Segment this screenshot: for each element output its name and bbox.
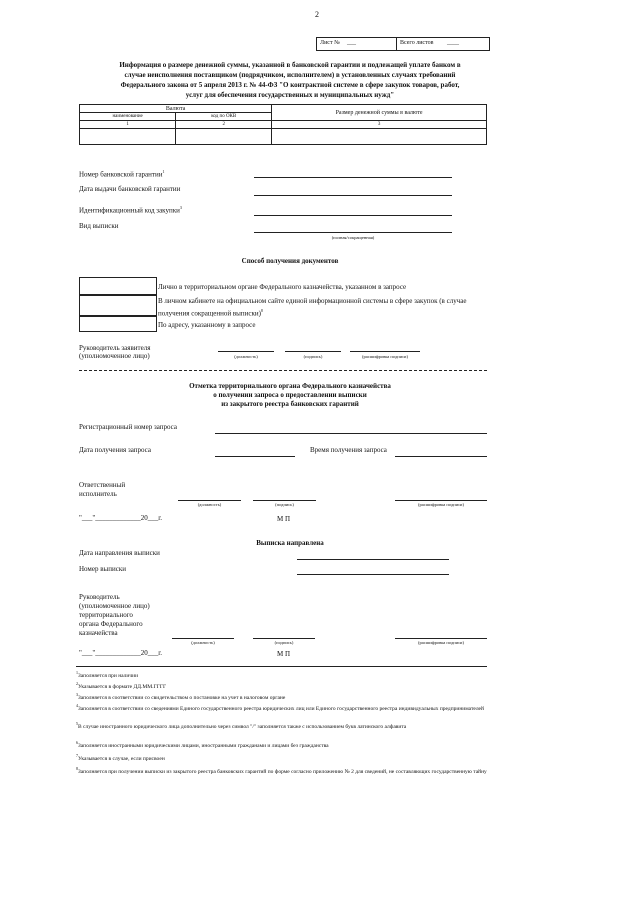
- footnote-separator: [76, 666, 487, 667]
- option-address-label: По адресу, указанному в запросе: [158, 321, 256, 329]
- purchase-code-field[interactable]: [254, 215, 452, 216]
- title-line-4: услуг для обеспечения государственных и муниципальных нужд": [185, 91, 395, 99]
- footnote-7: $^7$Указывается в случае, если присвоен: [76, 753, 165, 762]
- receipt-date-label: Дата получения запроса: [79, 446, 151, 454]
- footnote-2: $^2$Указывается в формате ДД.ММ.ГГГГ: [76, 681, 167, 690]
- sent-signature-caption: (подпись): [274, 640, 294, 645]
- guarantee-number-label: Номер банковской гарантии$^1$: [79, 169, 165, 179]
- sent-stamp-mark: М П: [277, 650, 291, 658]
- applicant-position-caption: (должность): [234, 354, 258, 359]
- currency-group-header: Валюта: [80, 105, 272, 113]
- responsible-decoding-field[interactable]: [395, 500, 487, 501]
- col-num-3: 3: [272, 121, 487, 129]
- issue-date-label: Дата выдачи банковской гарантии: [79, 185, 181, 193]
- currency-name-cell[interactable]: [80, 129, 176, 145]
- applicant-head-label: Руководитель заявителя (уполномоченное лицо): [79, 344, 151, 360]
- footnote-1: $^1$Заполняется при наличии: [76, 670, 139, 679]
- guarantee-number-field[interactable]: [254, 177, 452, 178]
- title-line-2: случае неисполнения поставщиком (подрядчиком, исполнителем) в установленных случаях требований: [124, 71, 456, 79]
- receipt-time-label: Время получения запроса: [310, 446, 387, 454]
- currency-code-cell[interactable]: [176, 129, 272, 145]
- responsible-position-caption: (должность): [197, 502, 222, 507]
- title-line-3: Федерального закона от 5 апреля 2013 г. № 44-ФЗ "О контрактной системе в сфере закупок товаров, работ,: [120, 81, 460, 89]
- applicant-signature-field[interactable]: [285, 351, 341, 352]
- treasury-stamp-mark: М П: [277, 515, 291, 523]
- treasury-date-field[interactable]: "___"_____________20___г.: [79, 514, 163, 522]
- applicant-signature-caption: (подпись): [303, 354, 323, 359]
- sent-heading: Выписка направлена: [256, 539, 324, 547]
- currency-table: [79, 104, 487, 145]
- send-date-field[interactable]: [297, 559, 449, 560]
- receipt-time-field[interactable]: [395, 456, 487, 457]
- footnote-3: $^3$Заполняется в соответствии со свидетельством о постановке на учет в налоговом органе: [76, 692, 286, 701]
- responsible-signature-caption: (подпись): [275, 502, 294, 507]
- col-num-2: 2: [176, 121, 272, 129]
- sent-position-caption: (должность): [191, 640, 215, 645]
- footnote-6: $^6$Заполняется иностранными юридическими лицами, иностранными гражданами и лицами без гражданства: [76, 740, 329, 749]
- currency-code-header: код по ОКВ: [176, 113, 272, 121]
- title-line-1: Информация о размере денежной суммы, указанной в банковской гарантии и подлежащей уплате банком в: [119, 61, 461, 69]
- extract-type-field[interactable]: [254, 232, 452, 233]
- footnote-8: $^8$Заполняется при получении выписки из закрытого реестра банковских гарантий по форме согласно приложению № 2 для сведений, не составляющих государственную тайну: [76, 766, 487, 775]
- responsible-label: Ответственный исполнитель: [79, 481, 126, 498]
- sent-head-label: Руководитель (уполномоченное лицо) территориального органа Федерального казначейства: [79, 593, 150, 637]
- document-title: [80, 60, 500, 100]
- cut-line: [79, 370, 487, 371]
- sheet-box: [316, 37, 490, 51]
- treasury-mark-heading: Отметка территориального органа Федерального казначейства о получении запроса о предоставлении выписки из закрытого реестра банковских гарантий: [189, 382, 391, 408]
- responsible-signature-field[interactable]: [253, 500, 316, 501]
- sent-decoding-field[interactable]: [395, 638, 487, 639]
- page-number: 2: [315, 10, 319, 19]
- sent-position-field[interactable]: [172, 638, 234, 639]
- total-sheets-label: Всего листов: [400, 40, 434, 46]
- sent-signature-field[interactable]: [253, 638, 315, 639]
- applicant-decoding-caption: (расшифровка подписи): [362, 354, 408, 359]
- receipt-date-field[interactable]: [215, 456, 295, 457]
- footnote-4: $^4$Заполняется в соответствии со сведениями Единого государственного реестра юридических лиц или Единого государственного реестра индивидуальных предпринимателей: [76, 703, 484, 712]
- option-address-checkbox[interactable]: [79, 315, 157, 332]
- sheet-label: Лист №: [320, 40, 340, 46]
- applicant-position-field[interactable]: [218, 351, 274, 352]
- responsible-decoding-caption: (расшифровка подписи): [418, 502, 464, 507]
- sent-decoding-caption: (расшифровка подписи): [418, 640, 464, 645]
- reg-number-label: Регистрационный номер запроса: [79, 423, 177, 431]
- extract-type-label: Вид выписки: [79, 222, 119, 230]
- purchase-code-label: Идентификационный код закупки$^3$: [79, 205, 182, 215]
- amount-cell[interactable]: [272, 129, 487, 145]
- option-personal-label: Лично в территориальном органе Федерального казначейства, указанном в запросе: [158, 283, 407, 291]
- extract-number-field[interactable]: [297, 574, 449, 575]
- currency-name-header: наименование: [80, 113, 176, 121]
- issue-date-field[interactable]: [254, 195, 452, 196]
- responsible-position-field[interactable]: [178, 500, 241, 501]
- sheet-value: ___: [347, 40, 356, 46]
- amount-header: Размер денежной суммы в валюте: [272, 105, 487, 121]
- extract-type-caption: (полная/сокращенная): [331, 235, 375, 240]
- col-num-1: 1: [80, 121, 176, 129]
- total-sheets-value: ____: [447, 40, 459, 46]
- receiving-heading: Способ получения документов: [241, 257, 339, 265]
- option-cabinet-label: В личном кабинете на официальном сайте единой информационной системы в сфере закупок (в случае получения сокращенной выписки)$^8$: [158, 297, 467, 318]
- send-date-label: Дата направления выписки: [79, 549, 160, 557]
- applicant-decoding-field[interactable]: [350, 351, 420, 352]
- footnote-5: $^5$В случае иностранного юридического лица дополнительно через символ "/" заполняется также с использованием букв латинского алфавита: [76, 721, 407, 730]
- extract-number-label: Номер выписки: [79, 565, 126, 573]
- option-cabinet-checkbox[interactable]: [79, 294, 157, 317]
- reg-number-field[interactable]: [215, 433, 487, 434]
- sent-date-field[interactable]: "___"_____________20___г.: [79, 649, 163, 657]
